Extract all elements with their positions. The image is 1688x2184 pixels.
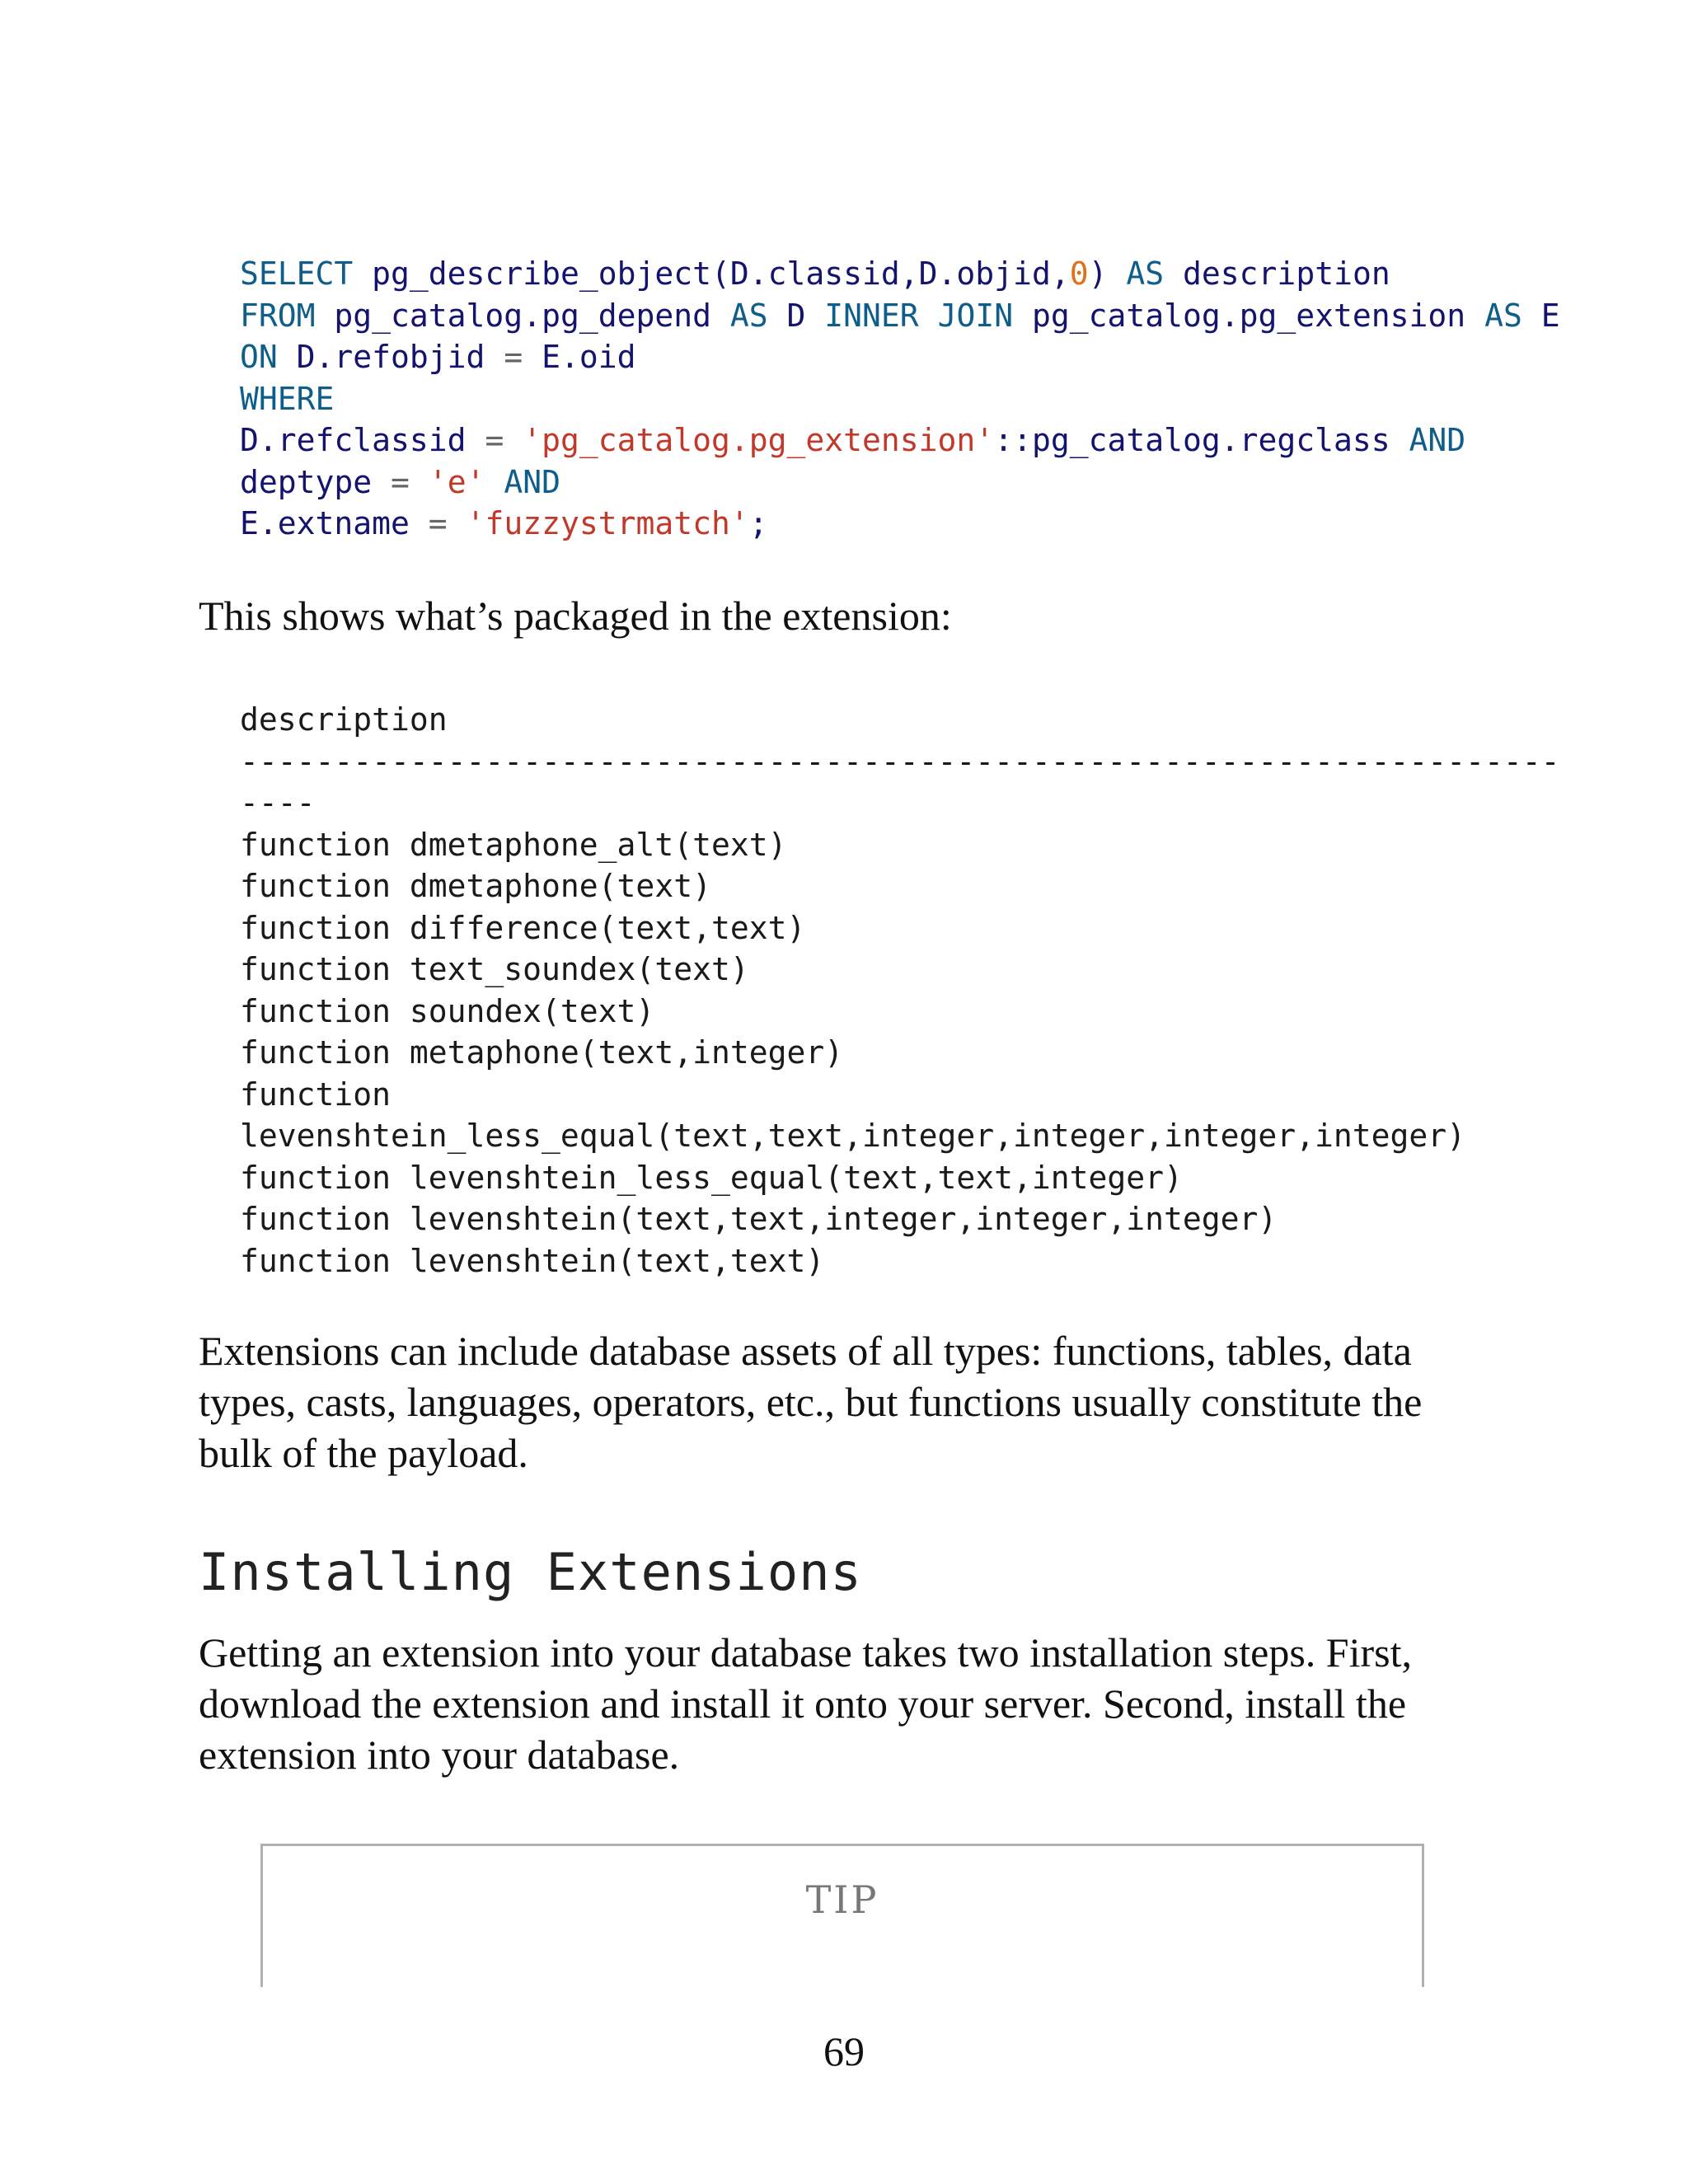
result-row: function levenshtein(text,text,integer,integer,integer) bbox=[240, 1201, 1278, 1237]
sql-string: 'pg_catalog.pg_extension' bbox=[523, 422, 995, 458]
section-heading: Installing Extensions bbox=[199, 1542, 862, 1602]
paragraph-line: extension into your database. bbox=[199, 1732, 680, 1778]
sql-identifier: D.refclassid bbox=[240, 422, 467, 458]
sql-semicolon: ; bbox=[748, 505, 768, 541]
sql-keyword: SELECT bbox=[240, 255, 354, 292]
paragraph-line: Extensions can include database assets of all types: functions, tables, data bbox=[199, 1328, 1412, 1374]
sql-identifier: D bbox=[786, 297, 806, 334]
query-result-block bbox=[240, 699, 1559, 1282]
sql-identifier: pg_catalog.pg_extension bbox=[1031, 297, 1466, 334]
result-row: function levenshtein_less_equal(text,text,integer) bbox=[240, 1159, 1183, 1196]
sql-keyword: WHERE bbox=[240, 380, 335, 417]
sql-line-2 bbox=[240, 298, 1560, 334]
sql-line-7 bbox=[240, 505, 768, 541]
paragraph-line: Getting an extension into your database takes two installation steps. First, bbox=[199, 1629, 1412, 1675]
install-paragraph bbox=[199, 1627, 1484, 1780]
result-row: levenshtein_less_equal(text,text,integer,integer,integer,integer) bbox=[240, 1118, 1466, 1154]
sql-identifier: pg_catalog.pg_depend bbox=[334, 297, 711, 334]
result-row: function metaphone(text,integer) bbox=[240, 1034, 844, 1071]
sql-identifier: description bbox=[1183, 255, 1390, 292]
tip-box bbox=[260, 1844, 1424, 1987]
sql-query-block bbox=[240, 253, 1560, 545]
page-number: 69 bbox=[823, 2028, 865, 2074]
sql-identifier: deptype bbox=[240, 463, 373, 500]
sql-identifier: E bbox=[1540, 297, 1560, 334]
sql-keyword: AND bbox=[504, 463, 560, 500]
sql-operator: = bbox=[504, 339, 523, 375]
sql-identifier: D.refobjid bbox=[296, 339, 485, 375]
sql-keyword: INNER bbox=[824, 297, 919, 334]
sql-comma: , bbox=[899, 255, 919, 292]
result-row: function dmetaphone_alt(text) bbox=[240, 826, 787, 863]
sql-line-3 bbox=[240, 339, 636, 375]
sql-keyword: AND bbox=[1409, 422, 1466, 458]
sql-operator: :: bbox=[994, 422, 1032, 458]
sql-string: 'fuzzystrmatch' bbox=[466, 505, 749, 541]
paragraph-line: download the extension and install it onto your server. Second, install the bbox=[199, 1680, 1407, 1727]
sql-keyword: FROM bbox=[240, 297, 316, 334]
sql-identifier: E.oid bbox=[542, 339, 636, 375]
sql-identifier: E.extname bbox=[240, 505, 410, 541]
sql-comma: , bbox=[1050, 255, 1070, 292]
result-row: function levenshtein(text,text) bbox=[240, 1242, 825, 1279]
tip-label: TIP bbox=[805, 1877, 879, 1922]
sql-function-name: pg_describe_object bbox=[372, 255, 711, 292]
extensions-paragraph bbox=[199, 1325, 1484, 1479]
sql-operator: = bbox=[391, 463, 410, 500]
sql-paren: ) bbox=[1088, 255, 1108, 292]
result-row: function difference(text,text) bbox=[240, 909, 806, 946]
sql-keyword: AS bbox=[729, 297, 768, 334]
paragraph-line: types, casts, languages, operators, etc., but functions usually constitute the bbox=[199, 1379, 1423, 1425]
result-row: function dmetaphone(text) bbox=[240, 868, 711, 904]
paragraph-line: bulk of the payload. bbox=[199, 1430, 528, 1476]
result-row: function bbox=[240, 1076, 392, 1113]
sql-paren: ( bbox=[710, 255, 730, 292]
result-header: description bbox=[240, 701, 448, 738]
sql-line-6 bbox=[240, 464, 560, 500]
sql-number: 0 bbox=[1069, 255, 1089, 292]
sql-operator: = bbox=[485, 422, 504, 458]
result-separator: ---------------------------------------------------------------------- bbox=[240, 743, 1560, 780]
sql-identifier: pg_catalog.regclass bbox=[1031, 422, 1390, 458]
sql-keyword: AS bbox=[1484, 297, 1522, 334]
sql-keyword: JOIN bbox=[937, 297, 1014, 334]
sql-line-4 bbox=[240, 381, 334, 417]
intro-paragraph: This shows what’s packaged in the extension: bbox=[199, 593, 952, 639]
sql-line-1 bbox=[240, 255, 1390, 292]
sql-identifier: D.objid bbox=[918, 255, 1051, 292]
sql-keyword: ON bbox=[240, 339, 278, 375]
sql-line-5 bbox=[240, 422, 1465, 458]
sql-keyword: AS bbox=[1126, 255, 1165, 292]
result-row: function text_soundex(text) bbox=[240, 951, 749, 987]
sql-operator: = bbox=[428, 505, 448, 541]
sql-identifier: D.classid bbox=[729, 255, 900, 292]
result-separator: ---- bbox=[240, 785, 316, 821]
sql-string: 'e' bbox=[428, 463, 485, 500]
result-row: function soundex(text) bbox=[240, 992, 655, 1029]
